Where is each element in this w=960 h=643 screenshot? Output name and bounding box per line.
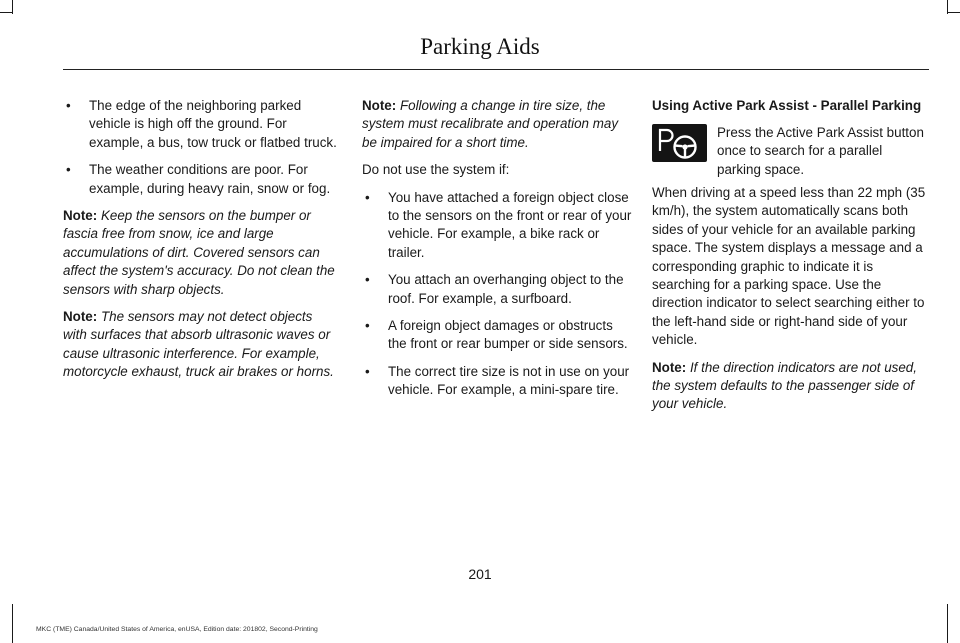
note-text: The sensors may not detect objects with surfaces that absorb ultrasonic waves or cause ultrasonic interference. For example, motorcycle exhaust, truck air brakes or horns. (63, 309, 334, 380)
note (63, 207, 339, 299)
intro-text: Do not use the system if: (362, 162, 510, 178)
note-label: Note: (362, 98, 397, 113)
header-rule (63, 69, 929, 70)
note (362, 97, 634, 152)
list-item-text: The weather conditions are poor. For example, during heavy rain, snow or fog. (89, 162, 331, 196)
footer-text: MKC (TME) Canada/United States of America, enUSA, Edition date: 201802, Second-Printing (36, 626, 318, 633)
list-item-text: You have attached a foreign object close to the sensors on the front or rear of your vehicle. For example, a bike rack or trailer. (388, 189, 632, 260)
note-text: If the direction indicators are not used, the system defaults to the passenger side of your vehicle. (652, 359, 917, 412)
section-heading: Using Active Park Assist - Parallel Parking (652, 98, 922, 113)
crop-mark (0, 12, 12, 13)
crop-mark (948, 12, 960, 13)
crop-mark (12, 0, 13, 14)
list-item (63, 161, 339, 198)
bullet-glyph: • (365, 189, 370, 205)
list-item (63, 97, 339, 152)
list-item (362, 189, 634, 263)
note (63, 308, 339, 382)
list-item (362, 271, 634, 308)
crop-mark (12, 604, 13, 643)
note-text: Keep the sensors on the bumper or fascia free from snow, ice and large accumulations of dirt. Covered sensors can affect the system's accuracy. Do not clean the sensors with sharp objects. (63, 208, 335, 297)
column-right-body (652, 184, 928, 423)
list-item-text: A foreign object damages or obstructs the front or rear bumper or side sensors. (388, 318, 628, 352)
list-item-text: The correct tire size is not in use on your vehicle. For example, a mini-spare tire. (388, 363, 630, 398)
column-left (63, 97, 339, 391)
crop-mark (947, 604, 948, 643)
list-item (362, 363, 634, 400)
note-label: Note: (63, 208, 98, 224)
page-title: Parking Aids (420, 34, 540, 59)
bullet-glyph: • (365, 272, 370, 288)
note-text: Following a change in tire size, the system must recalibrate and operation may be impaired for a short time. (362, 98, 619, 150)
bullet-glyph: • (365, 318, 370, 334)
paragraph: When driving at a speed less than 22 mph (35 km/h), the system automatically scans both sides of your vehicle for an available parking space. The system displays a message and a corresponding graphic to indicate it is searching for a parking space. Use the direction indicator to select searching either to the left-hand side or right-hand side of your vehicle. (652, 185, 926, 348)
bullet-glyph: • (66, 162, 71, 178)
bullet-glyph: • (66, 98, 71, 113)
bullet-glyph: • (365, 363, 370, 379)
note (652, 359, 928, 414)
list-item (362, 317, 634, 354)
note-label: Note: (652, 359, 687, 375)
column-middle (362, 97, 634, 409)
press-instruction: Press the Active Park Assist button once to search for a parallel parking space. (717, 125, 924, 177)
note-label: Note: (63, 309, 98, 325)
list-item-text: The edge of the neighboring parked vehicle is high off the ground. For example, a bus, tow truck or flatbed truck. (89, 98, 337, 150)
page-number: 201 (468, 566, 492, 582)
list-item-text: You attach an overhanging object to the roof. For example, a surfboard. (388, 272, 624, 306)
column-right (652, 97, 930, 124)
active-park-assist-icon (652, 124, 707, 162)
